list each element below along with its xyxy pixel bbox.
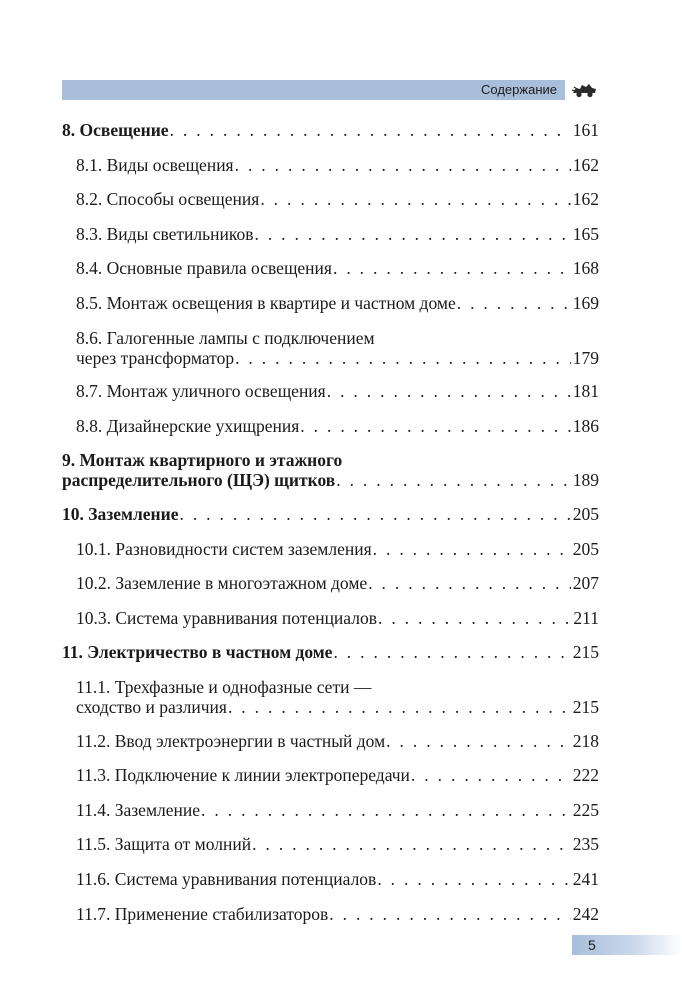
toc-page-number: 207 bbox=[572, 573, 599, 594]
dot-leader bbox=[333, 642, 570, 662]
toc-page-number: 169 bbox=[572, 293, 599, 313]
dot-leader bbox=[170, 120, 571, 140]
toc-section-entry[interactable] bbox=[76, 293, 599, 313]
toc-entry-title: 8.1. Виды освещения bbox=[76, 154, 234, 175]
toc-section-entry[interactable] bbox=[76, 834, 599, 854]
toc-page-number: 241 bbox=[572, 869, 599, 889]
toc-section-entry[interactable] bbox=[76, 731, 599, 751]
toc-page-number: 235 bbox=[572, 834, 599, 855]
toc-entry-line bbox=[76, 677, 599, 697]
toc-section-entry[interactable] bbox=[76, 328, 599, 368]
toc-entry-title: 10.2. Заземление в многоэтажном доме bbox=[76, 573, 368, 594]
dot-leader bbox=[201, 800, 571, 820]
toc-entry-line bbox=[62, 470, 599, 490]
toc-section-entry[interactable] bbox=[76, 381, 599, 401]
toc-section-entry[interactable] bbox=[76, 258, 599, 278]
toc-entry-title: 8. Освещение bbox=[62, 120, 169, 140]
toc-page-number: 222 bbox=[572, 765, 599, 786]
toc-entry-title: 8.2. Способы освещения bbox=[76, 189, 260, 210]
toc-section-entry[interactable] bbox=[76, 677, 599, 717]
toc-entry-title: 11.3. Подключение к линии электропередачи bbox=[76, 765, 410, 786]
toc-entry-line bbox=[76, 189, 599, 209]
toc-entry-line bbox=[76, 834, 599, 854]
toc-entry-title: 11.2. Ввод электроэнергии в частный дом bbox=[76, 730, 386, 751]
toc-entry-line bbox=[76, 381, 599, 401]
dot-leader bbox=[260, 189, 570, 209]
toc-entry-line bbox=[76, 800, 599, 820]
toc-entry-line bbox=[76, 416, 599, 436]
toc-entry-title: 11.1. Трехфазные и однофазные сети — bbox=[76, 677, 372, 697]
toc-section-entry[interactable] bbox=[76, 155, 599, 175]
toc-entry-line bbox=[62, 450, 599, 470]
toc-page-number: 181 bbox=[572, 381, 599, 402]
toc-entry-title: 8.4. Основные правила освещения bbox=[76, 258, 332, 279]
toc-entry-title: 8.5. Монтаж освещения в квартире и частном доме bbox=[76, 293, 456, 313]
header-title: Содержание bbox=[481, 82, 557, 97]
dot-leader bbox=[333, 258, 571, 278]
toc-chapter-entry[interactable] bbox=[62, 450, 599, 490]
toc-entry-line bbox=[76, 904, 599, 924]
dot-leader bbox=[411, 765, 571, 785]
toc-entry-title: 11. Электричество в частном доме bbox=[62, 642, 333, 663]
dot-leader bbox=[336, 470, 571, 490]
toc-entry-title: 11.6. Система уравнивания потенциалов bbox=[76, 869, 377, 889]
toc-section-entry[interactable] bbox=[76, 416, 599, 436]
toc-entry-title: 8.7. Монтаж уличного освещения bbox=[76, 381, 326, 402]
dot-leader bbox=[329, 904, 571, 924]
toc-entry-title: 10.3. Система уравнивания потенциалов bbox=[76, 607, 377, 628]
toc-entry-title: 9. Монтаж квартирного и этажного bbox=[62, 450, 343, 471]
dot-leader bbox=[457, 293, 571, 313]
toc-entry-line bbox=[76, 539, 599, 559]
dot-leader bbox=[235, 155, 571, 175]
toc-page-number: 211 bbox=[573, 607, 599, 628]
toc-page-number: 205 bbox=[572, 538, 599, 559]
dot-leader bbox=[235, 348, 571, 368]
toc-page-number: 179 bbox=[572, 347, 599, 368]
toc-entry-title: распределительного (ЩЭ) щитков bbox=[62, 470, 336, 491]
toc-page-number: 186 bbox=[572, 415, 599, 436]
toc-entry-line bbox=[76, 731, 599, 751]
toc-entry-line bbox=[76, 258, 599, 278]
toc-page-number: 215 bbox=[572, 697, 599, 717]
toc-entry-line bbox=[76, 328, 599, 348]
toc-entry-title: 11.7. Применение стабилизаторов bbox=[76, 903, 329, 924]
toc-page-number: 225 bbox=[572, 799, 599, 820]
toc-page-number: 242 bbox=[572, 903, 599, 924]
toc-page-number: 205 bbox=[572, 504, 599, 524]
toc-entry-title: 8.8. Дизайнерские ухищрения bbox=[76, 415, 300, 436]
dot-leader bbox=[378, 608, 571, 628]
toc-entry-title: 10. Заземление bbox=[62, 504, 179, 524]
toc-section-entry[interactable] bbox=[76, 539, 599, 559]
dot-leader bbox=[179, 504, 570, 524]
toc-page-number: 215 bbox=[572, 642, 599, 663]
toc-entry-title: 10.1. Разновидности систем заземления bbox=[76, 538, 372, 559]
dot-leader bbox=[300, 416, 570, 436]
toc-entry-line bbox=[76, 697, 599, 717]
dot-leader bbox=[327, 381, 571, 401]
dot-leader bbox=[386, 731, 571, 751]
toc-entry-title: 11.4. Заземление bbox=[76, 799, 201, 820]
toc-chapter-entry[interactable] bbox=[62, 504, 599, 524]
toc-entry-title: 8.3. Виды светильников bbox=[76, 223, 254, 244]
toc-entry-title: через трансформатор bbox=[76, 347, 235, 368]
toc-entry-title: 11.5. Защита от молний bbox=[76, 834, 252, 855]
toc-page-number: 162 bbox=[572, 154, 599, 175]
toc-entry-line bbox=[76, 293, 599, 313]
toc-page-number: 168 bbox=[572, 258, 599, 279]
dot-leader bbox=[373, 539, 571, 559]
toc-section-entry[interactable] bbox=[76, 608, 599, 628]
dot-leader bbox=[228, 697, 571, 717]
toc-section-entry[interactable] bbox=[76, 765, 599, 785]
toc-entry-line bbox=[76, 573, 599, 593]
toc-chapter-entry[interactable] bbox=[62, 120, 599, 140]
toc-page-number: 189 bbox=[572, 470, 599, 491]
toc-entry-line bbox=[62, 120, 599, 140]
toc-section-entry[interactable] bbox=[76, 573, 599, 593]
dot-leader bbox=[252, 834, 571, 854]
toc-section-entry[interactable] bbox=[76, 189, 599, 209]
toc-entry-line bbox=[76, 155, 599, 175]
toc-entry-line bbox=[62, 504, 599, 524]
toc-section-entry[interactable] bbox=[76, 869, 599, 889]
toc-section-entry[interactable] bbox=[76, 904, 599, 924]
toc-entry-line bbox=[62, 642, 599, 662]
toc-entry-line bbox=[76, 765, 599, 785]
page-number: 5 bbox=[588, 937, 596, 953]
toc-page-number: 218 bbox=[572, 730, 599, 751]
toc-entry-line bbox=[76, 869, 599, 889]
cart-silhouette-icon bbox=[570, 80, 598, 100]
toc-entry-line bbox=[76, 608, 599, 628]
dot-leader bbox=[377, 869, 570, 889]
toc-entry-title: сходство и различия bbox=[76, 697, 227, 717]
dot-leader bbox=[368, 573, 571, 593]
toc-page-number: 162 bbox=[572, 189, 599, 210]
toc-chapter-entry[interactable] bbox=[62, 642, 599, 662]
toc-entry-line bbox=[76, 348, 599, 368]
toc-section-entry[interactable] bbox=[76, 224, 599, 244]
toc-section-entry[interactable] bbox=[76, 800, 599, 820]
toc-entry-title: 8.6. Галогенные лампы с подключением bbox=[76, 327, 375, 348]
dot-leader bbox=[254, 224, 570, 244]
toc-entry-line bbox=[76, 224, 599, 244]
toc-page-number: 161 bbox=[572, 120, 599, 140]
header-bar bbox=[62, 80, 565, 100]
toc-page-number: 165 bbox=[572, 223, 599, 244]
